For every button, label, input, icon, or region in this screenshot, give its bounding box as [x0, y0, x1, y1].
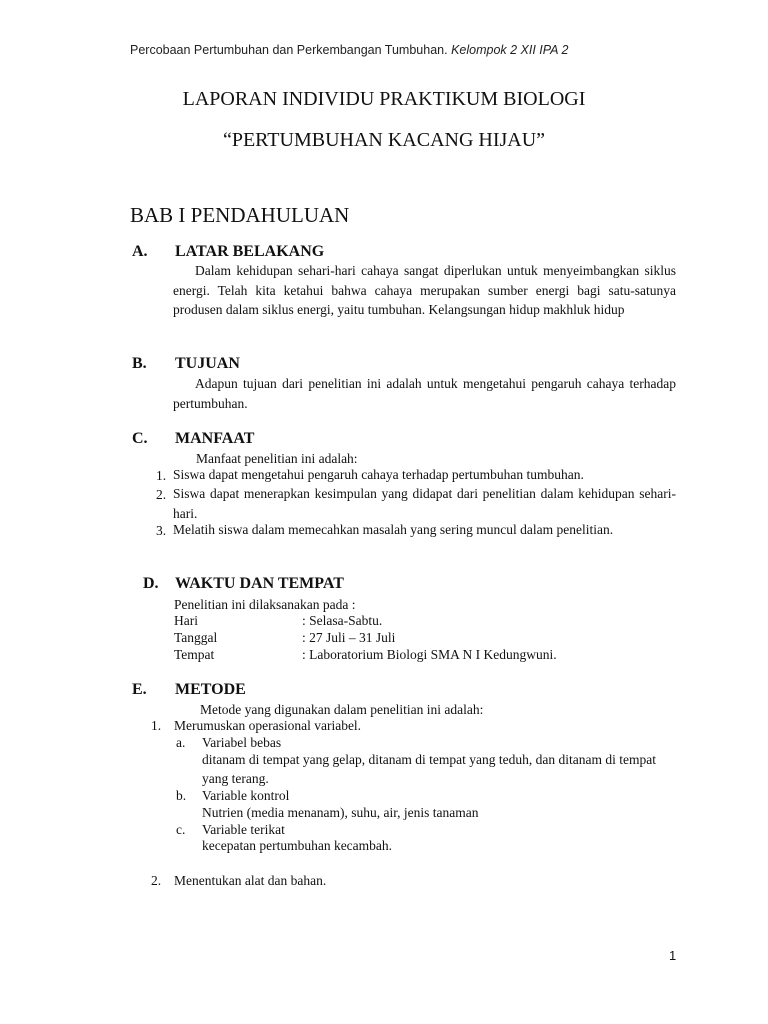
section-b-title: TUJUAN — [175, 355, 240, 372]
variable-description: ditanam di tempat yang gelap, ditanam di tempat yang teduh, dan ditanam di tempat yang terang. — [202, 752, 656, 786]
chapter-heading: BAB I PENDAHULUAN — [130, 203, 350, 227]
schedule-label: Hari — [174, 613, 198, 628]
step-number: 1. — [151, 718, 162, 733]
variable-description: Nutrien (media menanam), suhu, air, jenis tanaman — [202, 805, 479, 820]
page-number: 1 — [669, 948, 677, 963]
step-number: 2. — [151, 873, 162, 888]
variable-label: Variable terikat — [202, 822, 285, 837]
variable-label: Variable kontrol — [202, 788, 290, 803]
section-a-title: LATAR BELAKANG — [175, 243, 325, 260]
variable-letter: b. — [176, 788, 187, 803]
list-number: 1. — [156, 468, 167, 483]
section-d-letter: D. — [143, 575, 159, 592]
report-subtitle: “PERTUMBUHAN KACANG HIJAU” — [222, 129, 546, 151]
section-c-title: MANFAAT — [175, 430, 255, 447]
section-a-letter: A. — [132, 243, 148, 260]
list-number: 3. — [156, 523, 167, 538]
section-e-title: METODE — [175, 681, 246, 698]
variable-letter: a. — [176, 735, 186, 750]
section-d-title: WAKTU DAN TEMPAT — [175, 575, 344, 592]
list-item: Siswa dapat mengetahui pengaruh cahaya terhadap pertumbuhan tumbuhan. — [173, 467, 584, 482]
running-header — [130, 43, 568, 57]
section-c-letter: C. — [132, 430, 148, 447]
variable-description: kecepatan pertumbuhan kecambah. — [202, 838, 393, 853]
section-d-intro: Penelitian ini dilaksanakan pada : — [174, 597, 356, 612]
schedule-value: : 27 Juli – 31 Juli — [302, 630, 396, 645]
report-title: LAPORAN INDIVIDU PRAKTIKUM BIOLOGI — [182, 88, 586, 110]
variable-letter: c. — [176, 822, 186, 837]
section-e-intro: Metode yang digunakan dalam penelitian ini adalah: — [200, 702, 484, 717]
section-b-body: Adapun tujuan dari penelitian ini adalah untuk mengetahui pengaruh cahaya terhadap pertumbuhan. — [173, 376, 676, 411]
schedule-value: : Laboratorium Biologi SMA N I Kedungwuni. — [302, 647, 557, 662]
schedule-label: Tempat — [174, 647, 215, 662]
list-number: 2. — [156, 487, 167, 502]
variable-label: Variabel bebas — [202, 735, 282, 750]
step-text: Menentukan alat dan bahan. — [174, 873, 327, 888]
schedule-label: Tanggal — [174, 630, 218, 645]
schedule-value: : Selasa-Sabtu. — [302, 613, 383, 628]
section-c-intro: Manfaat penelitian ini adalah: — [196, 451, 358, 466]
section-b-letter: B. — [132, 355, 147, 372]
header-group: Kelompok 2 XII IPA 2 — [451, 43, 569, 57]
header-text: Percobaan Pertumbuhan dan Perkembangan Tumbuhan. — [130, 43, 448, 57]
section-a-body: Dalam kehidupan sehari-hari cahaya sangat diperlukan untuk menyeimbangkan siklus energi. Telah kita ketahui bahwa cahaya merupakan sumber energi bagi satu-satunya produsen dalam siklus energi, yaitu tumbuhan. Kelangsungan hidup makhluk hidup — [173, 263, 676, 317]
list-item: Melatih siswa dalam memecahkan masalah yang sering muncul dalam penelitian. — [173, 522, 614, 537]
section-e-letter: E. — [132, 681, 147, 698]
step-text: Merumuskan operasional variabel. — [174, 718, 362, 733]
list-item: Siswa dapat menerapkan kesimpulan yang didapat dari penelitian dalam kehidupan sehari-hari. — [173, 486, 676, 521]
